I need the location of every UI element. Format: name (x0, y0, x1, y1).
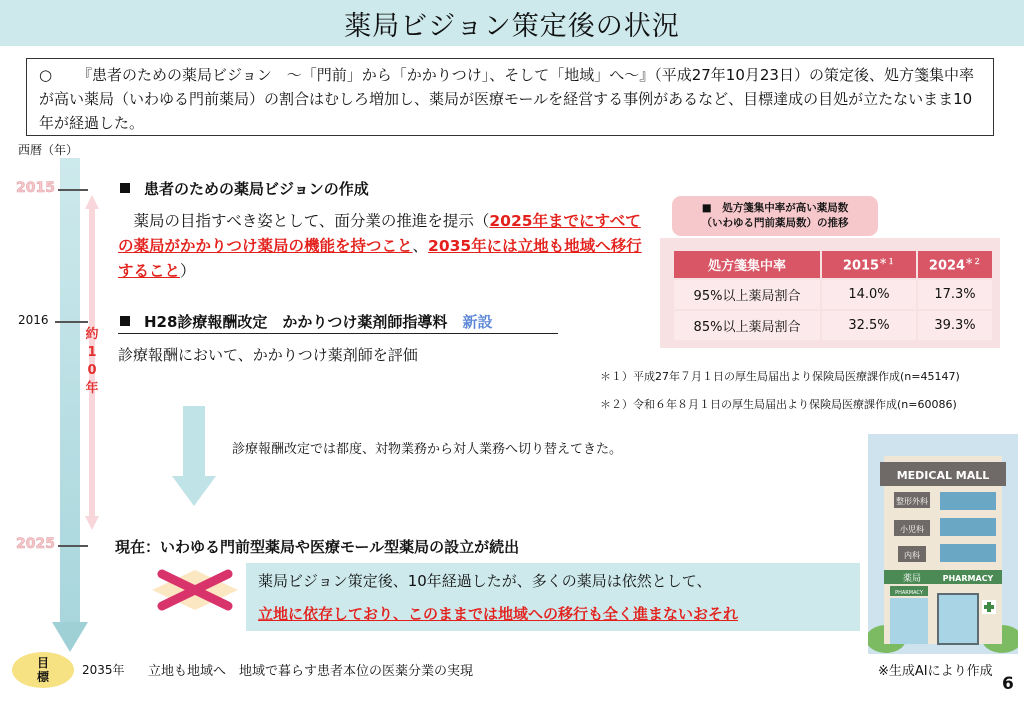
square-bullet-icon (120, 316, 130, 326)
table-cell: 32.5% (822, 311, 916, 340)
tick-2025 (58, 545, 88, 547)
warning-line1: 薬局ビジョン策定後、10年経過したが、多くの薬局は依然として、 (258, 572, 712, 590)
ai-generated-note: ※生成AIにより作成 (878, 664, 993, 679)
dept-sign-2: 小児科 (900, 525, 924, 534)
page-title: 薬局ビジョン策定後の状況 (344, 11, 680, 42)
intro-box (26, 58, 994, 136)
shift-text: 診療報酬改定では都度、対物業務から対人業務へ切り替えてきた。 (232, 442, 623, 457)
footnote-2: ＊２）令和６年８月１日の厚生局届出より保険局医療課作成(n=60086) (600, 398, 957, 411)
table-header-text: 2015 (842, 258, 880, 274)
ten-year-char: 年 (85, 381, 99, 396)
page-number: 6 (1002, 674, 1014, 694)
medical-mall-building-illustration (868, 434, 1018, 654)
goal-text: 立地も地域へ 地域で暮らす患者本位の医薬分業の実現 (148, 664, 474, 679)
year-2016: 2016 (18, 313, 49, 327)
section2-title (120, 311, 492, 332)
goal-badge-line2: 標 (36, 670, 49, 684)
footnote-1: ＊１）平成27年７月１日の厚生局届出より保険局医療課作成(n=45147) (600, 370, 960, 383)
ten-year-char: 1 (87, 345, 97, 360)
table-cell: 39.3% (918, 311, 992, 340)
table-cell: 85%以上薬局割合 (674, 311, 820, 340)
section2-body: 診療報酬において、かかりつけ薬剤師を評価 (118, 346, 418, 364)
year-2015: 2015 (16, 180, 55, 196)
table-header (822, 251, 916, 278)
table-row (674, 311, 992, 340)
era-label: 西暦（年） (18, 143, 79, 157)
year-2025: 2025 (16, 536, 55, 552)
section1-body-highlight2: 2035年には立地も地域へ移行すること (118, 237, 642, 280)
goal-badge (12, 652, 74, 688)
section1-body-pre: 薬局の目指すべき姿として、面分業の推進を提示（ (118, 212, 490, 230)
timeline-arrow-head (52, 622, 88, 652)
section1-body-highlight1: 2025年までにすべての薬局がかかりつけ薬局の機能を持つこと (118, 212, 641, 255)
ten-year-label (84, 326, 100, 398)
section2-title-text: H28診療報酬改定 かかりつけ薬剤師指導料 (144, 313, 448, 331)
section1-title (120, 178, 369, 199)
section2-underline (118, 333, 558, 334)
pharmacy-sub-sign: PHARMACY (895, 590, 923, 596)
new-badge: 新設 (462, 313, 493, 331)
section1-body-mid: 、 (412, 237, 429, 255)
ten-year-char: 0 (87, 363, 97, 378)
table-cell: 17.3% (918, 280, 992, 309)
square-bullet-icon (120, 183, 130, 193)
section1-body-post: ） (180, 262, 196, 280)
tick-2015 (58, 189, 88, 191)
pharmacy-sign-jp: 薬局 (902, 574, 922, 584)
table-header (918, 251, 992, 278)
goal-badge-line1: 目 (36, 656, 49, 670)
table-caption-line1: ■ 処方箋集中率が高い薬局数 (701, 202, 849, 214)
section1-title-text: 患者のための薬局ビジョンの作成 (144, 180, 369, 198)
dept-sign-1: 整形外科 (896, 497, 928, 506)
section1-body (118, 209, 648, 284)
footnote-mark: ＊２ (965, 256, 982, 266)
timeline-bar (60, 158, 80, 626)
table-header-text: 2024 (928, 258, 966, 274)
building-sign: MEDICAL MALL (896, 469, 990, 482)
footnote-mark: ＊１ (879, 256, 896, 266)
table-caption (672, 196, 878, 236)
intro-bullet: ○ (39, 66, 53, 84)
dept-sign-3: 内科 (904, 551, 920, 560)
table-cell: 95%以上薬局割合 (674, 280, 820, 309)
table-header-row (674, 251, 992, 278)
intro-text: 『患者のための薬局ビジョン ～「門前」から「かかりつけ」、そして「地域」へ～』（平成27年10月23日）の策定後、処方箋集中率が高い薬局（いわゆる門前薬局）の割合はむしろ増加し、薬局が医療モールを経営する事例があるなど、目標達成の目処が立たないまま10年が経過した。 (39, 66, 974, 132)
warning-line2: 立地に依存しており、このままでは地域への移行も全く進まないおそれ (258, 605, 739, 623)
pharmacy-sign-en: PHARMACY (942, 574, 994, 583)
now-title: 現在：いわゆる門前型薬局や医療モール型薬局の設立が続出 (115, 538, 520, 556)
table-row (674, 280, 992, 309)
table-cell: 14.0% (822, 280, 916, 309)
table-caption-line2: （いわゆる門前薬局数）の推移 (701, 217, 849, 229)
ten-year-char: 約 (85, 327, 99, 342)
goal-year: 2035年 (82, 663, 125, 677)
cross-mark-icon (150, 568, 240, 612)
pharmacy-ratio-table (672, 249, 994, 342)
tick-2016 (55, 321, 88, 323)
down-arrow-icon (172, 406, 216, 506)
table-header: 処方箋集中率 (674, 251, 820, 278)
